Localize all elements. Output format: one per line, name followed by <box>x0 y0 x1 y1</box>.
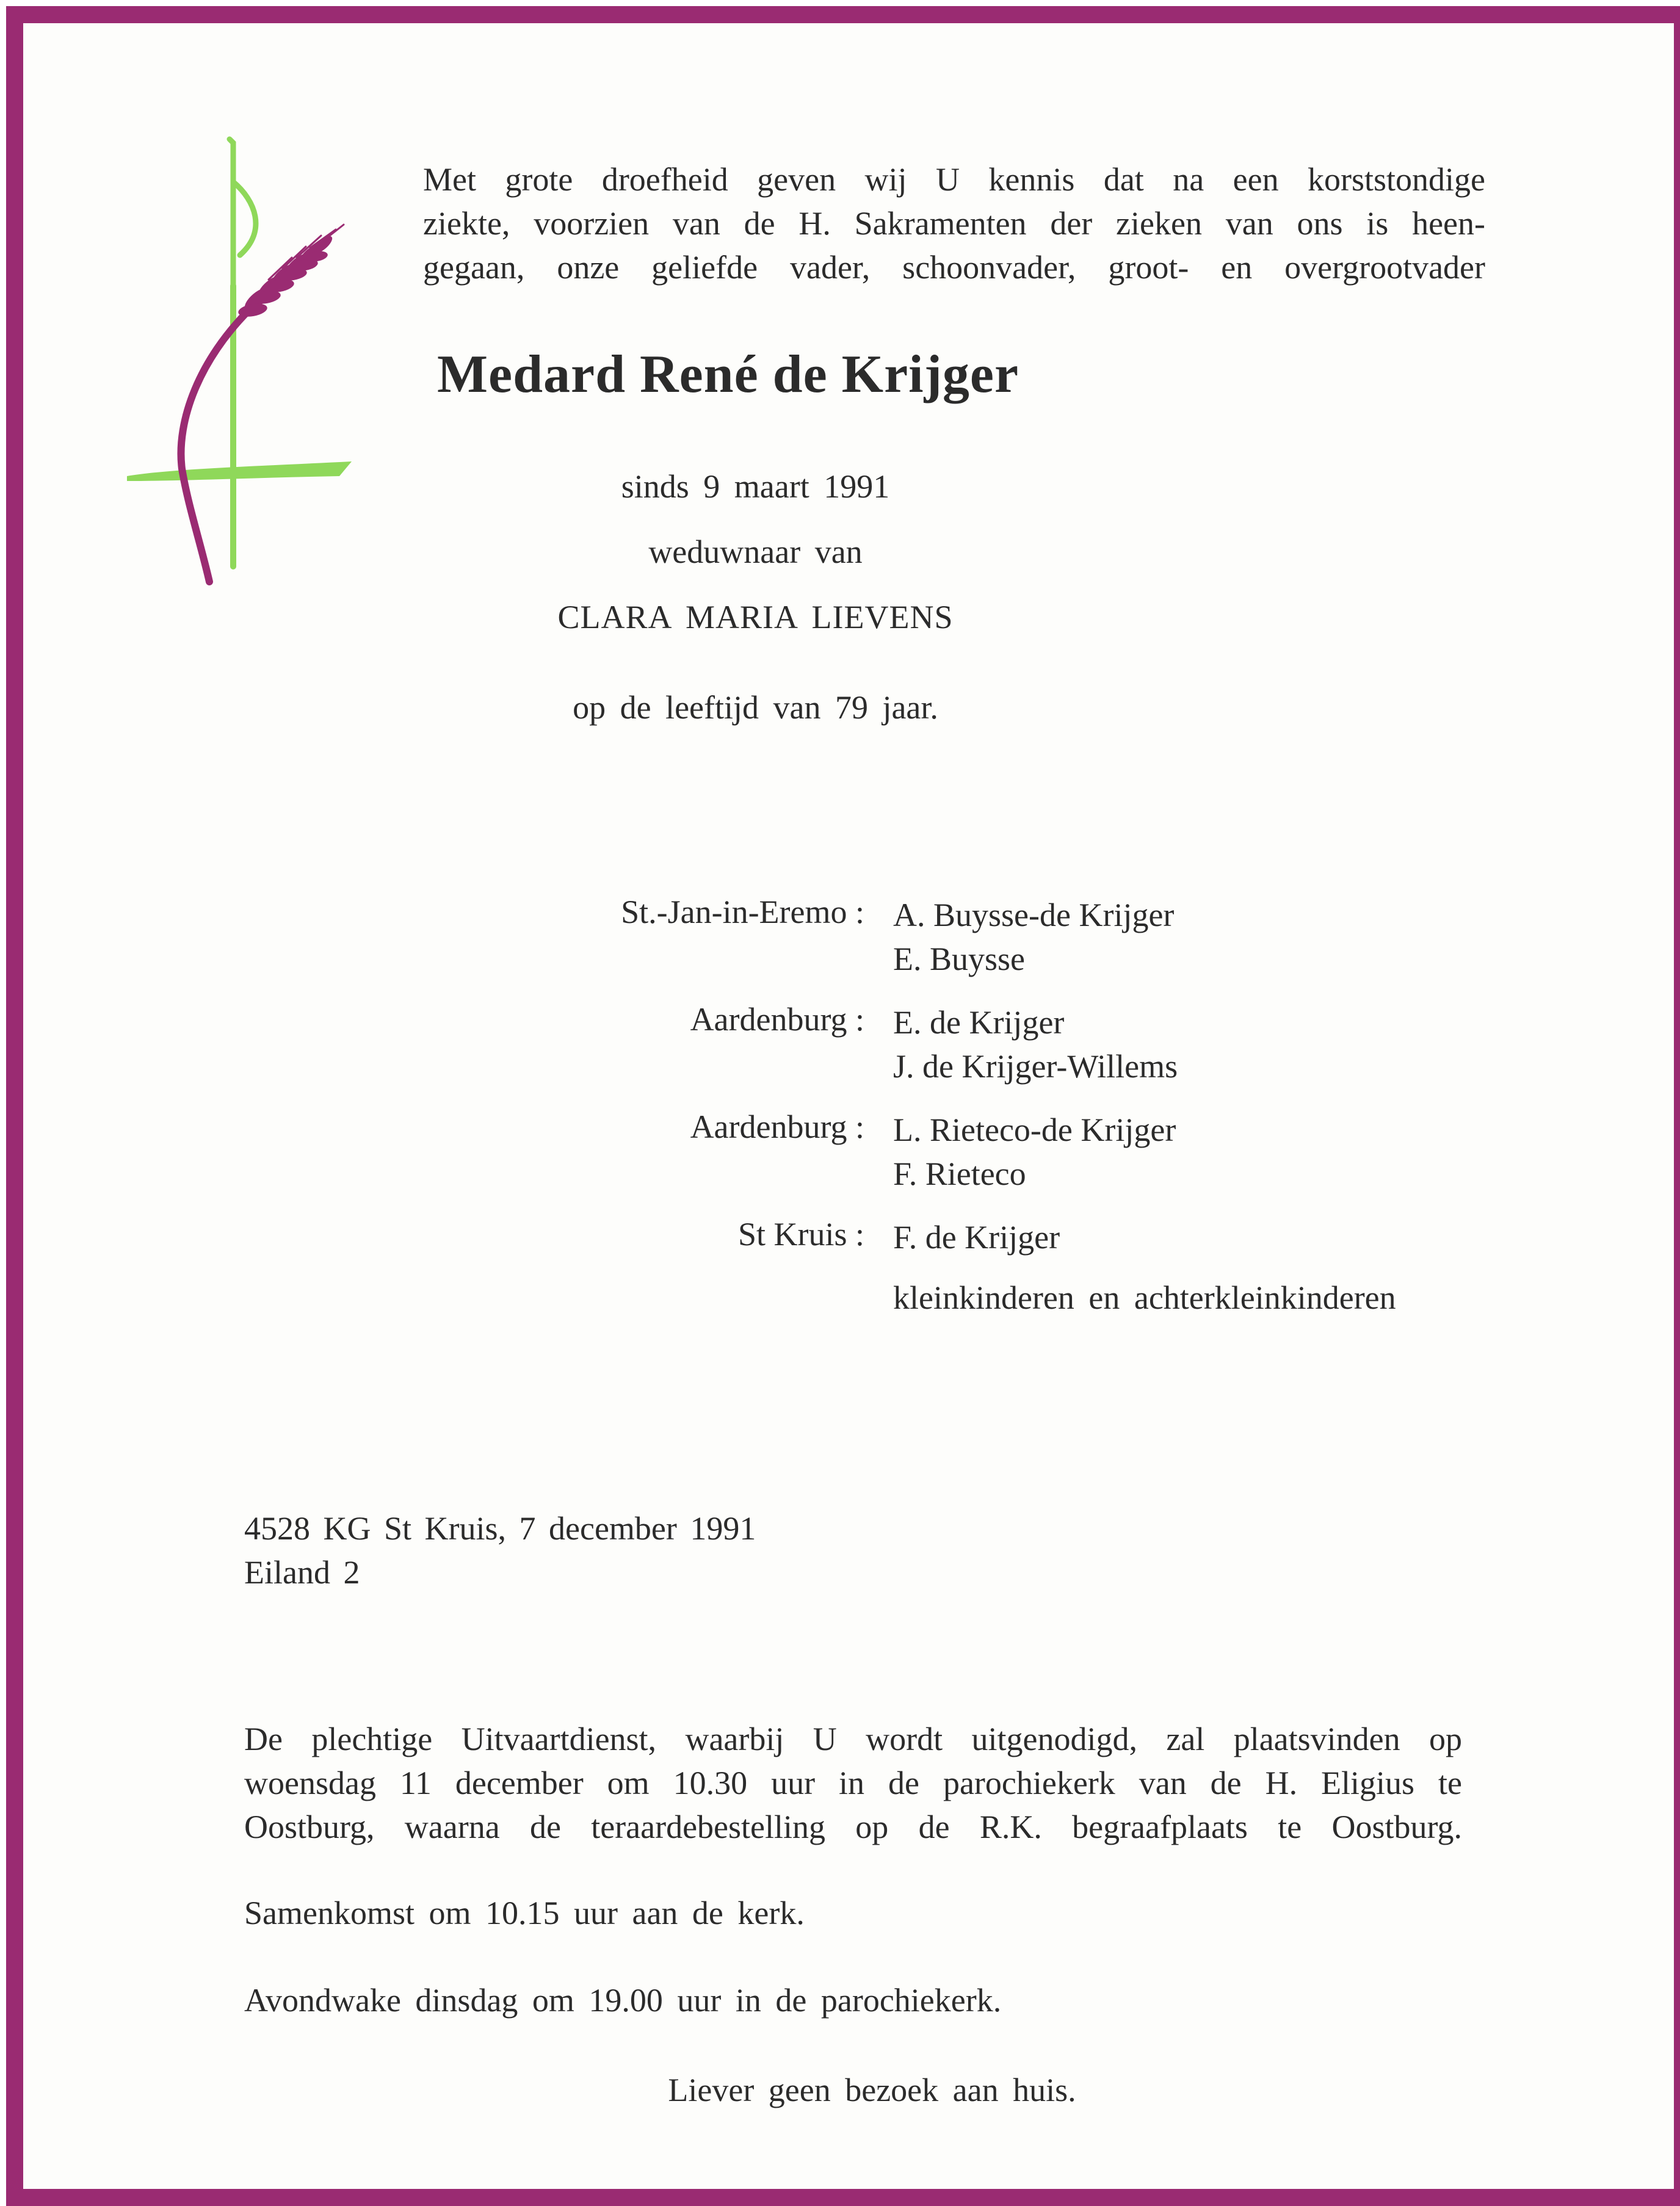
survivor-name: F. de Krijger <box>893 1219 1060 1256</box>
wake-note: Avondwake dinsdag om 19.00 uur in de parochiekerk. <box>244 1982 1002 2019</box>
survivor-group <box>23 1108 1674 1196</box>
survivors-list <box>23 893 1674 1317</box>
gathering-note: Samenkomst om 10.15 uur aan de kerk. <box>244 1895 805 1931</box>
survivor-name: L. Rieteco-de Krijger <box>893 1112 1176 1148</box>
survivor-group <box>23 1215 1674 1259</box>
address-line: 4528 KG St Kruis, 7 december 1991 <box>244 1510 756 1547</box>
spouse-name: CLARA MARIA LIEVENS <box>557 599 954 635</box>
survivor-group <box>23 893 1674 981</box>
funeral-paragraph <box>244 1717 1462 1849</box>
survivor-name: E. de Krijger <box>893 1004 1065 1041</box>
funeral-line: woensdag 11 december om 10.30 uur in de parochiekerk van de H. Eligius te <box>244 1765 1462 1801</box>
age-text: op de leeftijd van 79 jaar. <box>573 689 938 726</box>
survivor-place: St.-Jan-in-Eremo : <box>621 894 864 930</box>
widower-label: weduwnaar van <box>648 533 863 570</box>
intro-paragraph <box>423 157 1485 289</box>
survivor-group <box>23 1000 1674 1088</box>
survivor-name: E. Buysse <box>893 941 1025 977</box>
sender-address <box>244 1506 756 1594</box>
funeral-line: Oostburg, waarna de teraardebestelling op de R.K. begraafplaats te Oostburg. <box>244 1809 1462 1845</box>
intro-line: ziekte, voorzien van de H. Sakramenten der zieken van ons is heen- <box>423 205 1485 242</box>
funeral-line: De plechtige Uitvaartdienst, waarbij U wordt uitgenodigd, zal plaatsvinden op <box>244 1721 1462 1757</box>
since-date: sinds 9 maart 1991 <box>621 468 890 505</box>
survivor-place: St Kruis : <box>737 1216 864 1253</box>
deceased-name: Medard René de Krijger <box>436 345 1019 404</box>
intro-line: gegaan, onze geliefde vader, schoonvader, groot- en overgrootvader <box>423 249 1485 286</box>
survivor-name: A. Buysse-de Krijger <box>893 897 1175 933</box>
mourning-card <box>6 6 1680 2206</box>
intro-line: Met grote droefheid geven wij U kennis dat na een korststondige <box>423 161 1485 198</box>
survivor-name: F. Rieteco <box>893 1155 1026 1192</box>
grandchildren-line: kleinkinderen en achterkleinkinderen <box>893 1279 1396 1316</box>
closing-note: Liever geen bezoek aan huis. <box>668 2072 1076 2108</box>
address-line: Eiland 2 <box>244 1554 360 1591</box>
survivor-name: J. de Krijger-Willems <box>893 1048 1178 1085</box>
survivor-place: Aardenburg : <box>690 1108 864 1145</box>
survivor-place: Aardenburg : <box>690 1001 864 1038</box>
